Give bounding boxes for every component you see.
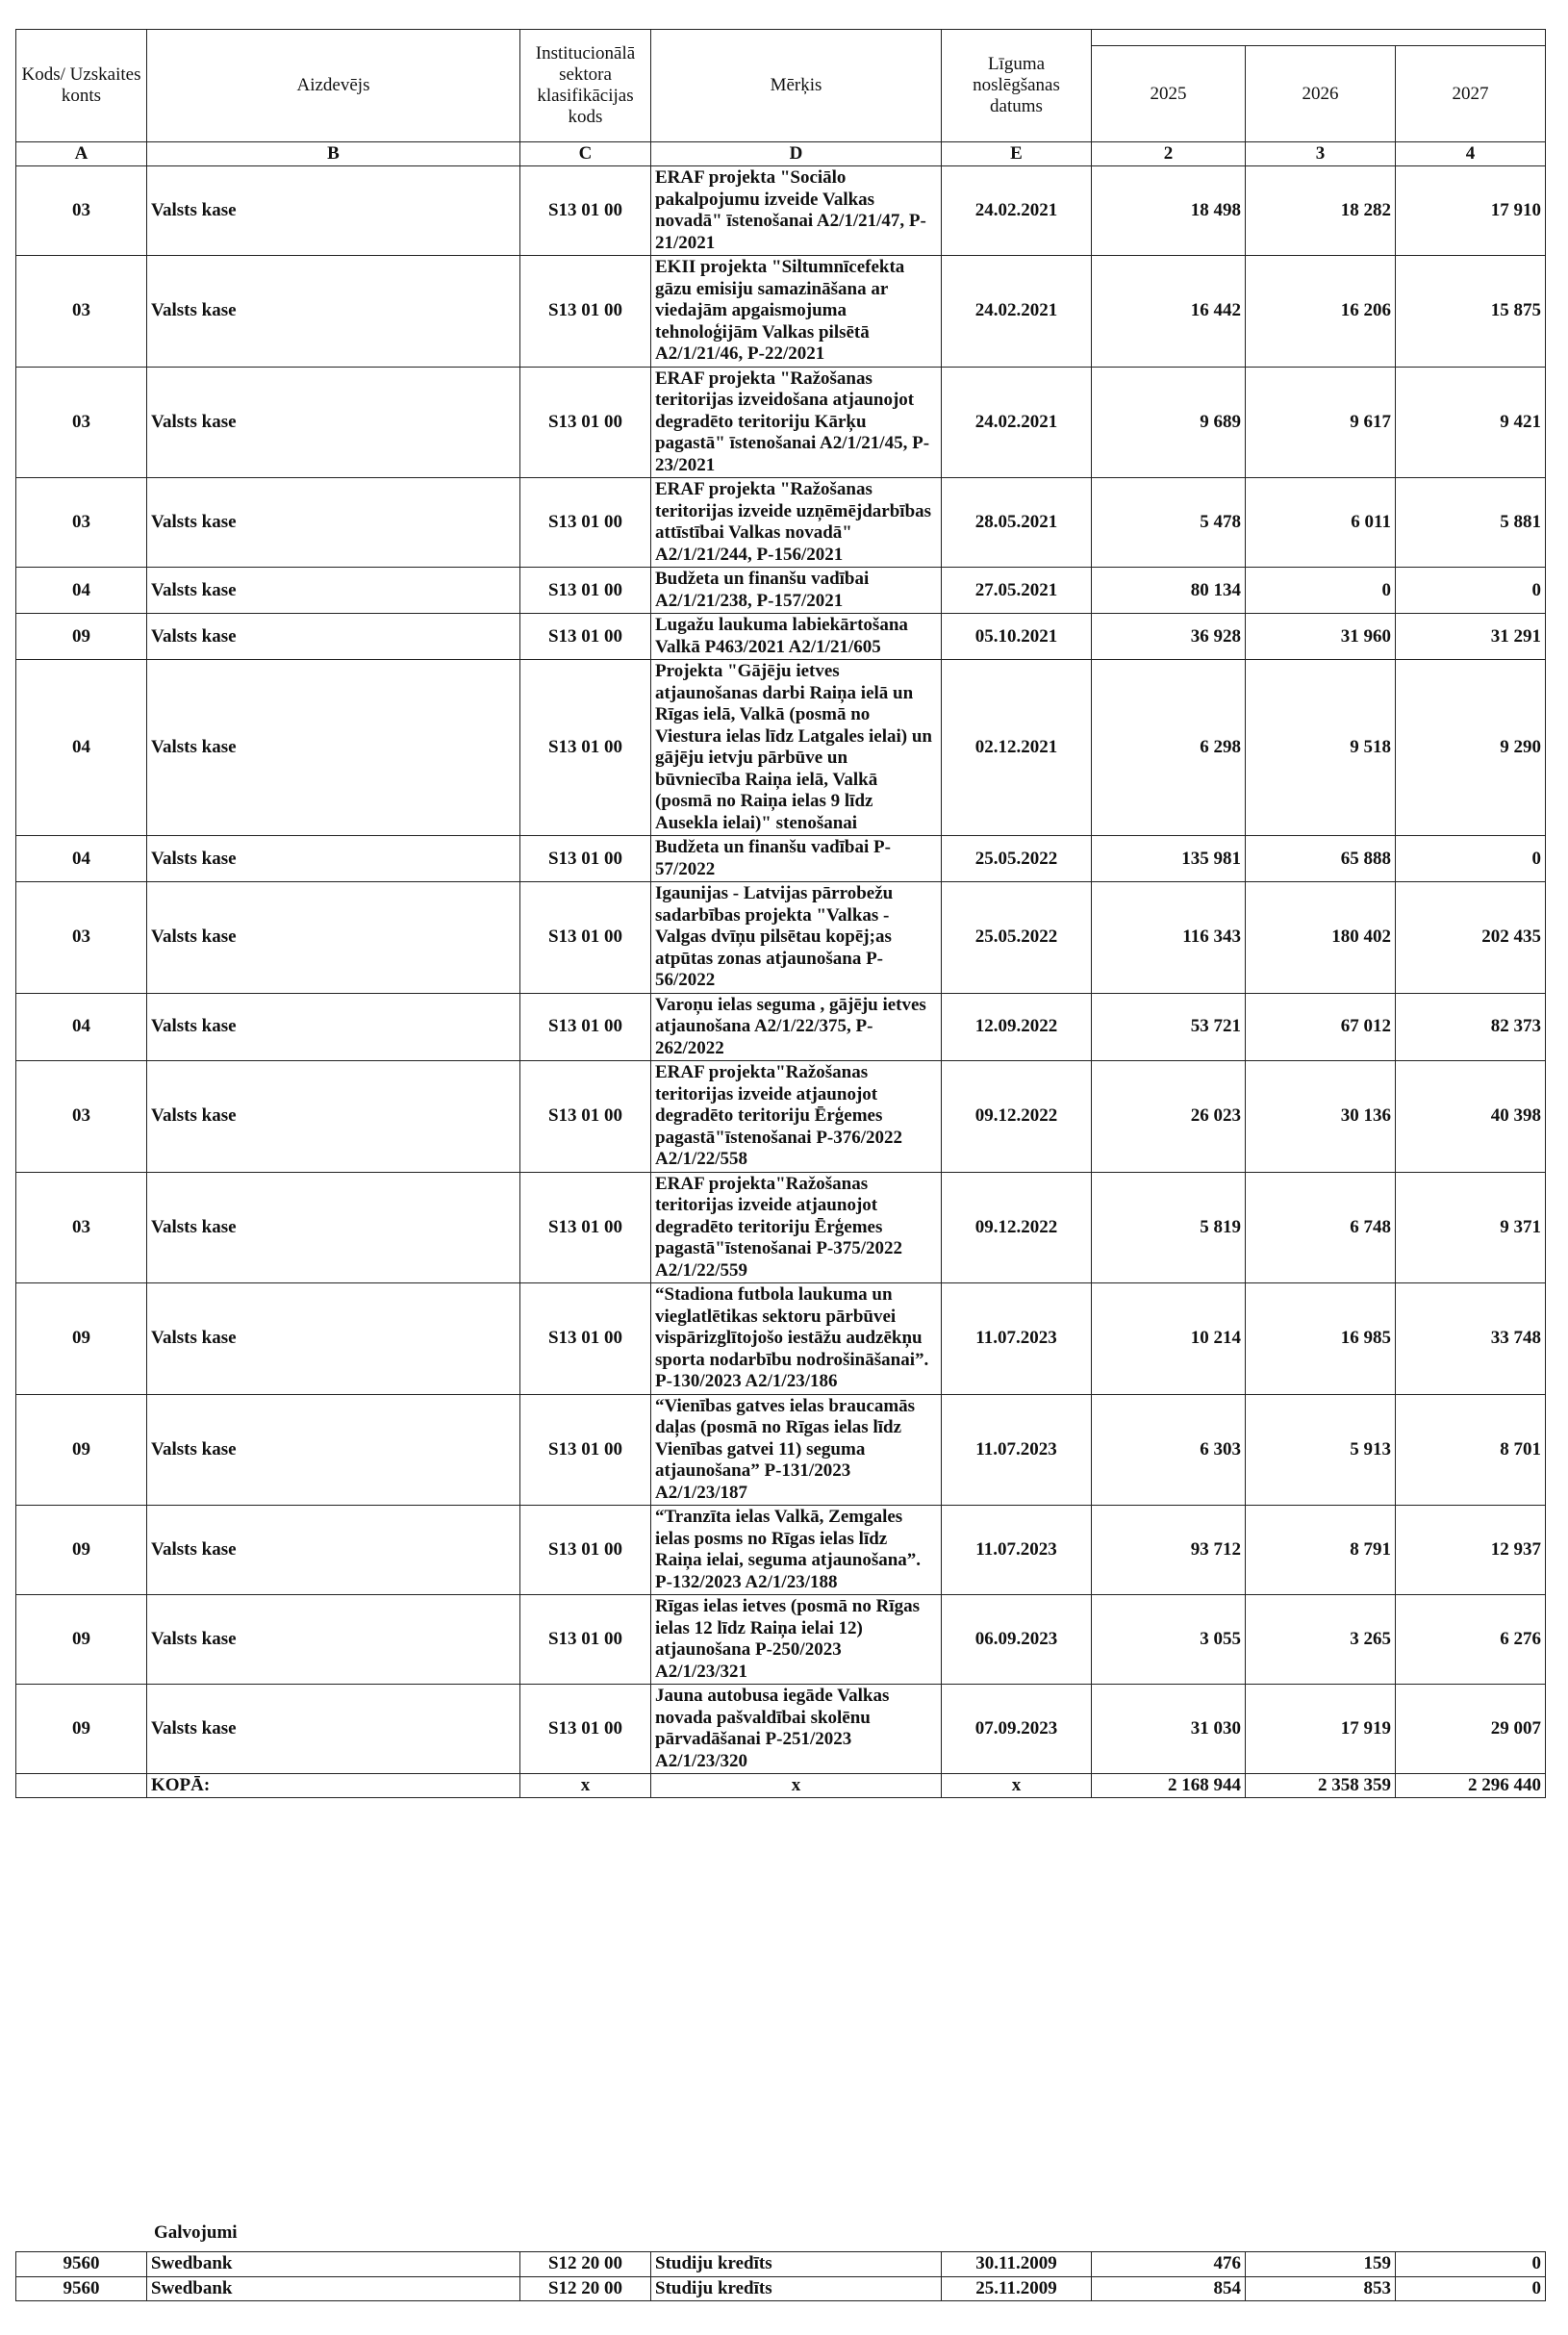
row-goal: Lugažu laukuma labiekārtošana Valkā P463/2021 A2/1/21/605 <box>651 614 942 660</box>
row-goal: “Vienības gatves ielas braucamās daļas (posmā no Rīgas ielas līdz Vienības gatvei 11) seguma atjaunošana” P-131/2023 A2/1/23/187 <box>651 1394 942 1506</box>
row-value-2027: 9 371 <box>1396 1172 1546 1283</box>
row-date: 02.12.2021 <box>942 660 1092 836</box>
row-value-2025: 6 298 <box>1092 660 1246 836</box>
table-row <box>16 2276 1546 2301</box>
row-date: 24.02.2021 <box>942 166 1092 256</box>
row-sector-code: S13 01 00 <box>520 882 651 994</box>
row-value-2025: 10 214 <box>1092 1283 1246 1395</box>
header-sector: Institucionālā sektora klasifikācijas kods <box>520 30 651 142</box>
row-value-2027: 0 <box>1396 2276 1546 2301</box>
table-row <box>16 1283 1546 1395</box>
row-code: 03 <box>16 882 147 994</box>
row-date: 06.09.2023 <box>942 1595 1092 1685</box>
table-row <box>16 614 1546 660</box>
total-x-goal: x <box>651 1774 942 1798</box>
column-letter: 2 <box>1092 142 1246 166</box>
row-lender: Valsts kase <box>147 166 520 256</box>
row-sector-code: S13 01 00 <box>520 1506 651 1595</box>
row-code: 09 <box>16 1506 147 1595</box>
row-value-2026: 853 <box>1246 2276 1396 2301</box>
row-goal: Budžeta un finanšu vadībai A2/1/21/238, P-157/2021 <box>651 568 942 614</box>
row-goal: Studiju kredīts <box>651 2276 942 2301</box>
row-goal: ERAF projekta "Sociālo pakalpojumu izveide Valkas novadā" īstenošanai A2/1/21/47, P-21/2021 <box>651 166 942 256</box>
row-lender: Valsts kase <box>147 660 520 836</box>
table-row <box>16 882 1546 994</box>
header-years-blank <box>1092 30 1546 46</box>
row-value-2025: 135 981 <box>1092 836 1246 882</box>
row-lender: Valsts kase <box>147 1394 520 1506</box>
row-date: 07.09.2023 <box>942 1685 1092 1774</box>
row-value-2026: 0 <box>1246 568 1396 614</box>
row-date: 05.10.2021 <box>942 614 1092 660</box>
row-value-2027: 12 937 <box>1396 1506 1546 1595</box>
row-code: 09 <box>16 1595 147 1685</box>
header-code: Kods/ Uzskaites konts <box>16 30 147 142</box>
row-code: 03 <box>16 1172 147 1283</box>
row-value-2026: 180 402 <box>1246 882 1396 994</box>
row-value-2025: 26 023 <box>1092 1061 1246 1173</box>
row-goal: Budžeta un finanšu vadībai P-57/2022 <box>651 836 942 882</box>
total-label: KOPĀ: <box>147 1774 520 1798</box>
row-value-2025: 5 819 <box>1092 1172 1246 1283</box>
total-x-sector: x <box>520 1774 651 1798</box>
row-goal: “Tranzīta ielas Valkā, Zemgales ielas posms no Rīgas ielas līdz Raiņa ielai, seguma atjaunošana”. P-132/2023 A2/1/23/188 <box>651 1506 942 1595</box>
row-lender: Valsts kase <box>147 367 520 478</box>
column-letter: A <box>16 142 147 166</box>
row-value-2027: 0 <box>1396 568 1546 614</box>
row-goal: EKII projekta "Siltumnīcefekta gāzu emisiju samazināšana ar viedajām apgaismojuma tehnoloģijām Valkas pilsētā A2/1/21/46, P-22/2021 <box>651 256 942 368</box>
table-row <box>16 478 1546 568</box>
total-2027: 2 296 440 <box>1396 1774 1546 1798</box>
row-lender: Valsts kase <box>147 1061 520 1173</box>
row-value-2025: 53 721 <box>1092 993 1246 1061</box>
row-goal: Igaunijas - Latvijas pārrobežu sadarbības projekta "Valkas - Valgas dvīņu pilsētau kopēj;as atpūtas zonas atjaunošana P-56/2022 <box>651 882 942 994</box>
row-value-2026: 159 <box>1246 2252 1396 2277</box>
row-goal: Projekta "Gājēju ietves atjaunošanas darbi Raiņa ielā un Rīgas ielā, Valkā (posmā no Viestura ielas līdz Latgales ielai) un gājēju ietvju pārbūve un būvniecība Raiņa ielā, Valkā (posmā no Raiņa ielas 9 līdz Ausekla ielai)" stenošanai <box>651 660 942 836</box>
row-value-2027: 15 875 <box>1396 256 1546 368</box>
row-code: 09 <box>16 614 147 660</box>
galvojumi-title: Galvojumi <box>154 2222 238 2243</box>
row-goal: Rīgas ielas ietves (posmā no Rīgas ielas 12 līdz Raiņa ielai 12) atjaunošana P-250/2023 A2/1/23/321 <box>651 1595 942 1685</box>
row-value-2025: 5 478 <box>1092 478 1246 568</box>
row-sector-code: S13 01 00 <box>520 1394 651 1506</box>
row-lender: Valsts kase <box>147 568 520 614</box>
row-sector-code: S13 01 00 <box>520 256 651 368</box>
row-lender: Swedbank <box>147 2252 520 2277</box>
row-value-2027: 33 748 <box>1396 1283 1546 1395</box>
row-value-2026: 8 791 <box>1246 1506 1396 1595</box>
row-value-2027: 6 276 <box>1396 1595 1546 1685</box>
row-sector-code: S13 01 00 <box>520 568 651 614</box>
row-value-2026: 30 136 <box>1246 1061 1396 1173</box>
row-value-2027: 40 398 <box>1396 1061 1546 1173</box>
header-year-2026: 2026 <box>1246 46 1396 142</box>
row-code: 03 <box>16 256 147 368</box>
column-letter: D <box>651 142 942 166</box>
row-code: 04 <box>16 568 147 614</box>
row-date: 11.07.2023 <box>942 1283 1092 1395</box>
table-row <box>16 660 1546 836</box>
row-lender: Valsts kase <box>147 1506 520 1595</box>
row-lender: Swedbank <box>147 2276 520 2301</box>
row-goal: “Stadiona futbola laukuma un vieglatlētikas sektoru pārbūvei vispārizglītojošo iestāžu audzēkņu sporta nodarbību nodrošināšanai”. P-130/2023 A2/1/23/186 <box>651 1283 942 1395</box>
table-row <box>16 1506 1546 1595</box>
row-code: 04 <box>16 993 147 1061</box>
row-sector-code: S13 01 00 <box>520 1061 651 1173</box>
row-date: 25.05.2022 <box>942 882 1092 994</box>
row-sector-code: S12 20 00 <box>520 2276 651 2301</box>
row-code: 04 <box>16 836 147 882</box>
row-lender: Valsts kase <box>147 1172 520 1283</box>
row-code: 03 <box>16 166 147 256</box>
row-code: 9560 <box>16 2276 147 2301</box>
row-value-2026: 31 960 <box>1246 614 1396 660</box>
header-lender: Aizdevējs <box>147 30 520 142</box>
row-code: 09 <box>16 1394 147 1506</box>
row-value-2027: 9 421 <box>1396 367 1546 478</box>
row-lender: Valsts kase <box>147 614 520 660</box>
column-letter: 3 <box>1246 142 1396 166</box>
header-year-2027: 2027 <box>1396 46 1546 142</box>
row-sector-code: S13 01 00 <box>520 614 651 660</box>
row-lender: Valsts kase <box>147 1283 520 1395</box>
row-value-2025: 3 055 <box>1092 1595 1246 1685</box>
column-letter: C <box>520 142 651 166</box>
table-row <box>16 836 1546 882</box>
row-value-2025: 854 <box>1092 2276 1246 2301</box>
header-date: Līguma noslēgšanas datums <box>942 30 1092 142</box>
row-value-2026: 17 919 <box>1246 1685 1396 1774</box>
row-value-2025: 80 134 <box>1092 568 1246 614</box>
loan-table <box>15 29 1546 1798</box>
column-letter-row <box>16 142 1546 166</box>
table-row <box>16 166 1546 256</box>
row-sector-code: S13 01 00 <box>520 1172 651 1283</box>
row-code: 04 <box>16 660 147 836</box>
row-value-2025: 116 343 <box>1092 882 1246 994</box>
loan-rows <box>16 166 1546 1774</box>
row-value-2026: 3 265 <box>1246 1595 1396 1685</box>
table-row <box>16 256 1546 368</box>
row-date: 25.05.2022 <box>942 836 1092 882</box>
row-value-2025: 476 <box>1092 2252 1246 2277</box>
row-code: 09 <box>16 1283 147 1395</box>
row-date: 25.11.2009 <box>942 2276 1092 2301</box>
row-lender: Valsts kase <box>147 836 520 882</box>
row-value-2027: 82 373 <box>1396 993 1546 1061</box>
table-row <box>16 1685 1546 1774</box>
row-value-2026: 65 888 <box>1246 836 1396 882</box>
row-date: 24.02.2021 <box>942 256 1092 368</box>
column-letter: E <box>942 142 1092 166</box>
row-sector-code: S13 01 00 <box>520 993 651 1061</box>
table-row <box>16 1394 1546 1506</box>
row-value-2027: 0 <box>1396 836 1546 882</box>
row-goal: ERAF projekta "Ražošanas teritorijas izveide uzņēmējdarbības attīstībai Valkas novadā" A2/1/21/244, P-156/2021 <box>651 478 942 568</box>
row-date: 11.07.2023 <box>942 1506 1092 1595</box>
table-row <box>16 367 1546 478</box>
row-value-2027: 9 290 <box>1396 660 1546 836</box>
total-x-date: x <box>942 1774 1092 1798</box>
row-value-2025: 18 498 <box>1092 166 1246 256</box>
row-code: 9560 <box>16 2252 147 2277</box>
row-date: 09.12.2022 <box>942 1061 1092 1173</box>
row-value-2025: 16 442 <box>1092 256 1246 368</box>
row-code: 03 <box>16 1061 147 1173</box>
row-goal: Jauna autobusa iegāde Valkas novada pašvaldībai skolēnu pārvadāšanai P-251/2023 A2/1/23/320 <box>651 1685 942 1774</box>
total-2026: 2 358 359 <box>1246 1774 1396 1798</box>
row-sector-code: S13 01 00 <box>520 166 651 256</box>
row-value-2027: 0 <box>1396 2252 1546 2277</box>
row-code: 03 <box>16 367 147 478</box>
row-lender: Valsts kase <box>147 993 520 1061</box>
row-lender: Valsts kase <box>147 478 520 568</box>
table-row <box>16 2252 1546 2277</box>
row-value-2026: 16 985 <box>1246 1283 1396 1395</box>
row-sector-code: S13 01 00 <box>520 367 651 478</box>
row-date: 11.07.2023 <box>942 1394 1092 1506</box>
table-row <box>16 1061 1546 1173</box>
row-lender: Valsts kase <box>147 256 520 368</box>
total-row <box>16 1774 1546 1798</box>
row-sector-code: S13 01 00 <box>520 1595 651 1685</box>
row-value-2025: 9 689 <box>1092 367 1246 478</box>
row-value-2027: 8 701 <box>1396 1394 1546 1506</box>
row-value-2027: 29 007 <box>1396 1685 1546 1774</box>
row-goal: Studiju kredīts <box>651 2252 942 2277</box>
row-date: 09.12.2022 <box>942 1172 1092 1283</box>
table-row <box>16 568 1546 614</box>
row-date: 24.02.2021 <box>942 367 1092 478</box>
table-row <box>16 1172 1546 1283</box>
row-value-2027: 17 910 <box>1396 166 1546 256</box>
row-sector-code: S12 20 00 <box>520 2252 651 2277</box>
row-value-2025: 31 030 <box>1092 1685 1246 1774</box>
row-goal: ERAF projekta "Ražošanas teritorijas izveidošana atjaunojot degradēto teritoriju Kārķu pagastā" īstenošanai A2/1/21/45, P-23/2021 <box>651 367 942 478</box>
row-lender: Valsts kase <box>147 1595 520 1685</box>
row-sector-code: S13 01 00 <box>520 660 651 836</box>
row-value-2025: 6 303 <box>1092 1394 1246 1506</box>
total-2025: 2 168 944 <box>1092 1774 1246 1798</box>
row-value-2027: 202 435 <box>1396 882 1546 994</box>
row-value-2025: 93 712 <box>1092 1506 1246 1595</box>
row-value-2026: 6 748 <box>1246 1172 1396 1283</box>
table-row <box>16 993 1546 1061</box>
row-goal: ERAF projekta"Ražošanas teritorijas izveide atjaunojot degradēto teritoriju Ērģemes pagastā"īstenošanai P-375/2022 A2/1/22/559 <box>651 1172 942 1283</box>
galvojumi-table <box>15 2251 1546 2301</box>
row-sector-code: S13 01 00 <box>520 1283 651 1395</box>
row-value-2027: 5 881 <box>1396 478 1546 568</box>
row-value-2026: 6 011 <box>1246 478 1396 568</box>
row-value-2026: 5 913 <box>1246 1394 1396 1506</box>
row-value-2026: 9 518 <box>1246 660 1396 836</box>
row-code: 09 <box>16 1685 147 1774</box>
row-value-2026: 18 282 <box>1246 166 1396 256</box>
column-letter: 4 <box>1396 142 1546 166</box>
row-value-2026: 67 012 <box>1246 993 1396 1061</box>
column-letter: B <box>147 142 520 166</box>
header-year-2025: 2025 <box>1092 46 1246 142</box>
row-value-2026: 9 617 <box>1246 367 1396 478</box>
loan-table-wrapper <box>15 29 1545 1798</box>
row-date: 28.05.2021 <box>942 478 1092 568</box>
row-value-2026: 16 206 <box>1246 256 1396 368</box>
row-lender: Valsts kase <box>147 1685 520 1774</box>
row-sector-code: S13 01 00 <box>520 836 651 882</box>
row-sector-code: S13 01 00 <box>520 1685 651 1774</box>
row-date: 30.11.2009 <box>942 2252 1092 2277</box>
row-goal: ERAF projekta"Ražošanas teritorijas izveide atjaunojot degradēto teritoriju Ērģemes pagastā"īstenošanai P-376/2022 A2/1/22/558 <box>651 1061 942 1173</box>
header-goal: Mērķis <box>651 30 942 142</box>
row-date: 27.05.2021 <box>942 568 1092 614</box>
row-lender: Valsts kase <box>147 882 520 994</box>
row-date: 12.09.2022 <box>942 993 1092 1061</box>
table-row <box>16 1595 1546 1685</box>
row-value-2025: 36 928 <box>1092 614 1246 660</box>
row-sector-code: S13 01 00 <box>520 478 651 568</box>
row-value-2027: 31 291 <box>1396 614 1546 660</box>
row-goal: Varoņu ielas seguma , gājēju ietves atjaunošana A2/1/22/375, P-262/2022 <box>651 993 942 1061</box>
total-blank <box>16 1774 147 1798</box>
row-code: 03 <box>16 478 147 568</box>
